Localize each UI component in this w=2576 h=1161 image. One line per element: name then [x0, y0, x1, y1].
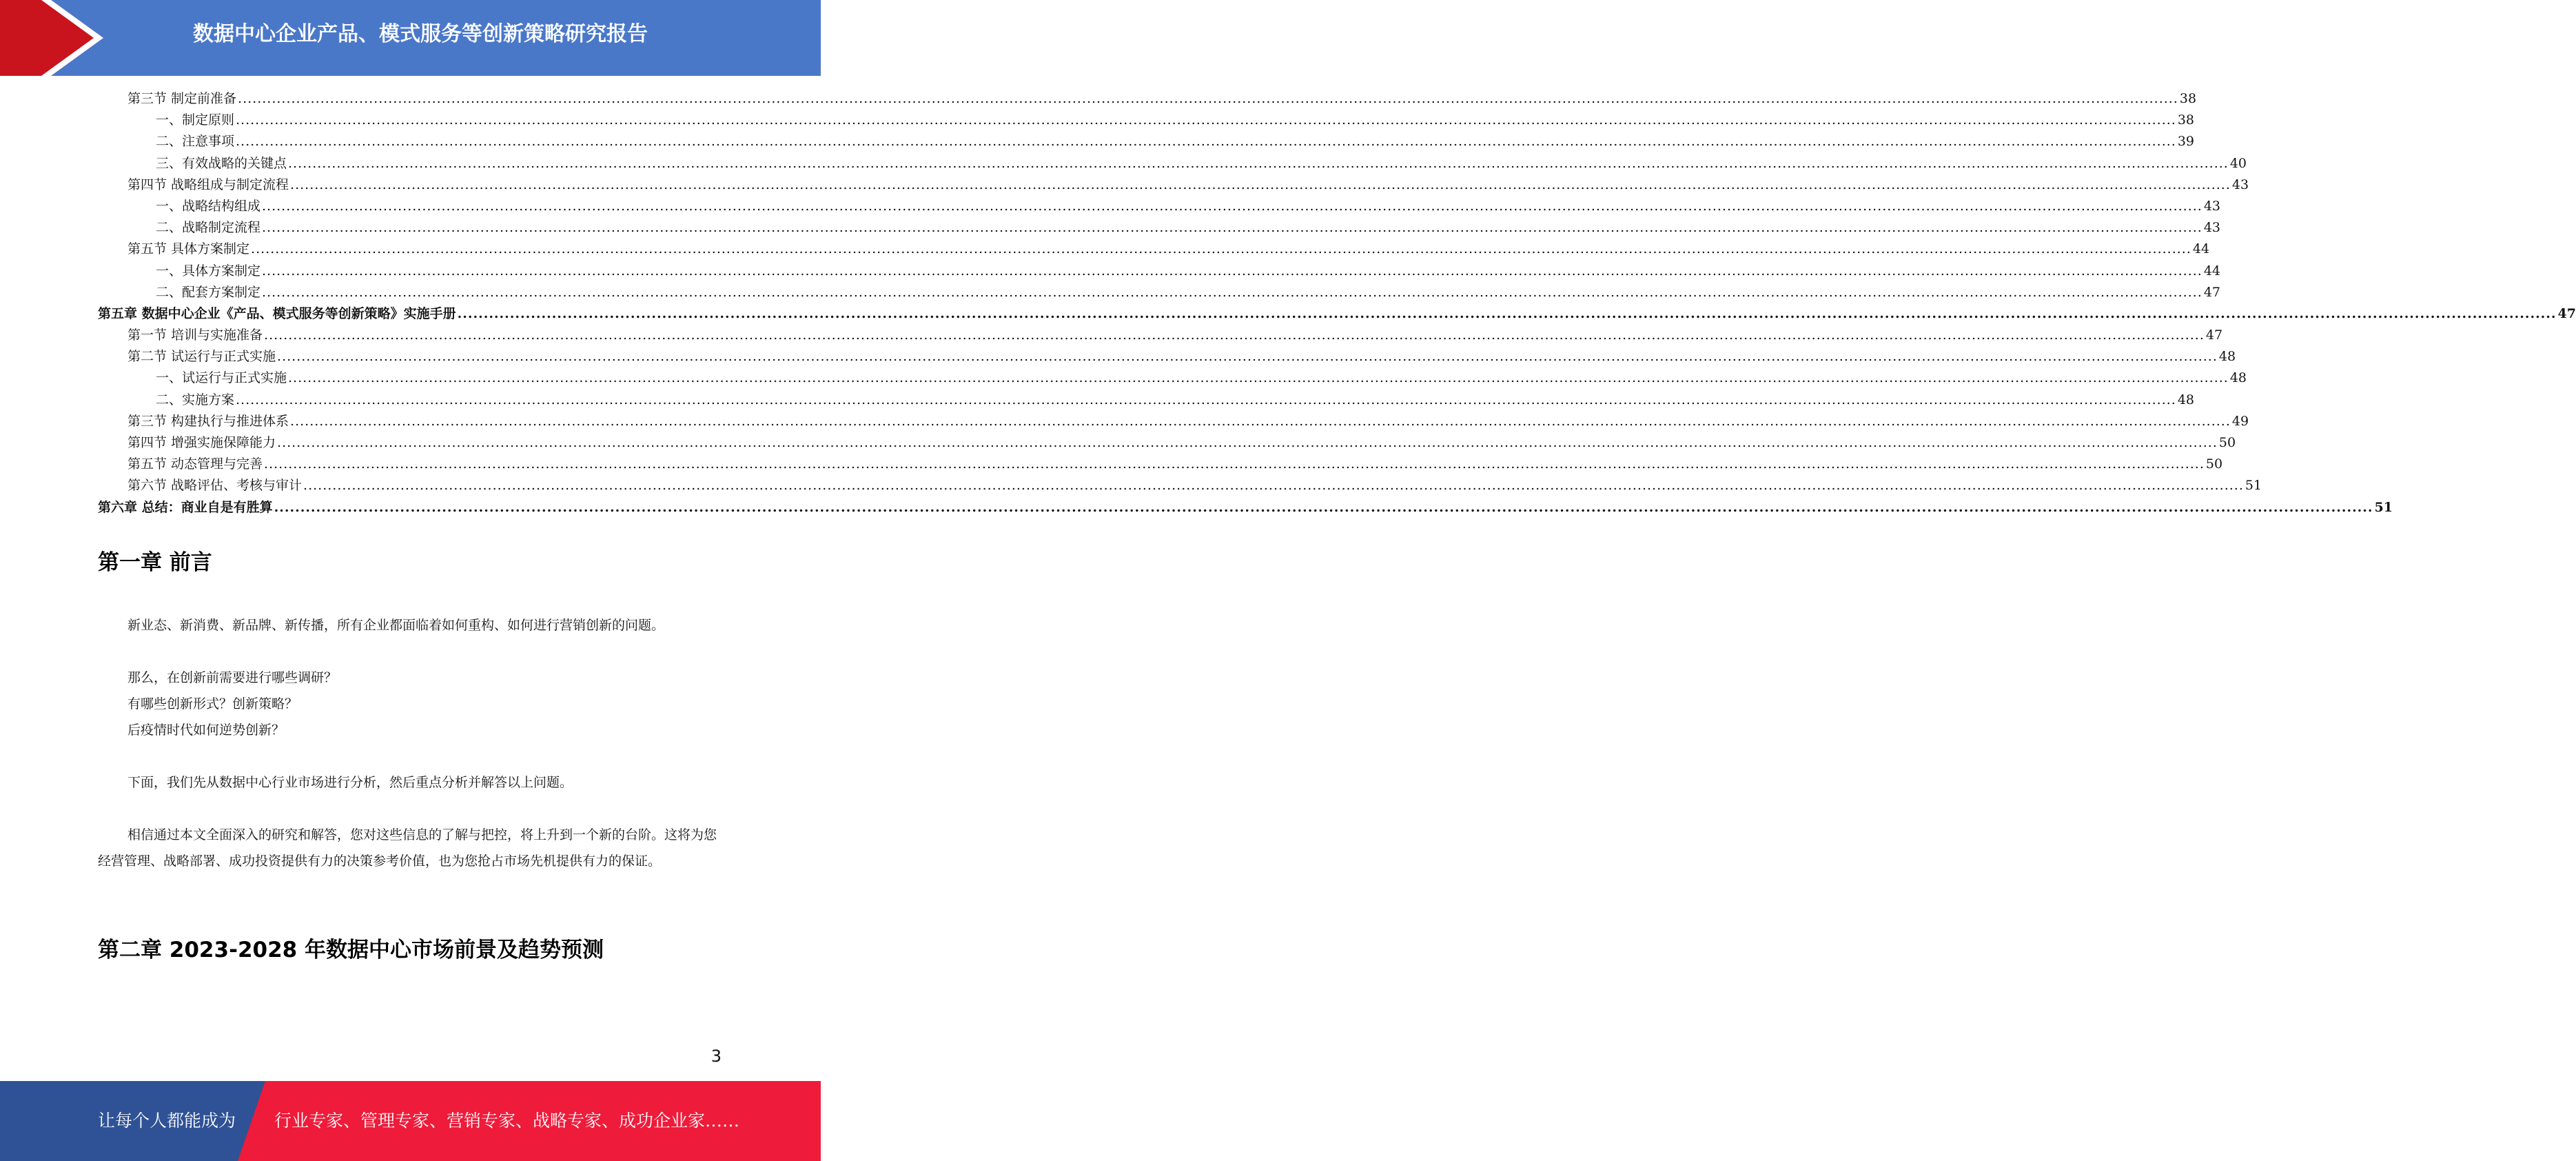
toc-entry[interactable] [98, 346, 2236, 367]
toc-entry[interactable] [98, 303, 2576, 325]
toc-leader-dots: ................................................................................................................................................................................................................................................................................................................................................................................................................ [238, 91, 2178, 106]
toc-entry[interactable] [98, 432, 2236, 454]
toc-entry-title: 第六节 战略评估、考核与审计 [127, 478, 303, 494]
chapter-1-paragraph-3: 相信通过本文全面深入的研究和解答，您对这些信息的了解与把控，将上升到一个新的台阶。这将为您经营管理、战略部署、成功投资提供有力的决策参考价值，也为您抢占市场先机提供有力的保证。 [98, 827, 717, 869]
toc-entry-page: 43 [2203, 220, 2221, 236]
toc-leader-dots: ................................................................................................................................................................................................................................................................................................................................................................................................................ [262, 263, 2202, 279]
toc-entry-title: 第一节 培训与实施准备 [127, 327, 263, 343]
toc-entry-title: 第四节 增强实施保障能力 [127, 435, 276, 450]
toc-leader-dots: ................................................................................................................................................................................................................................................................................................................................................................................................................ [264, 327, 2205, 343]
toc-entry-page: 50 [2218, 435, 2236, 450]
toc-leader-dots: ................................................................................................................................................................................................................................................................................................................................................................................................................ [262, 198, 2202, 214]
toc-leader-dots: ................................................................................................................................................................................................................................................................................................................................................................................................................ [236, 112, 2176, 128]
page-number: 3 [711, 1047, 722, 1066]
toc-leader-dots: ................................................................................................................................................................................................................................................................................................................................................................................................................ [251, 241, 2191, 257]
toc-entry[interactable] [98, 261, 2221, 282]
toc-entry-title: 第三节 构建执行与推进体系 [127, 413, 289, 429]
toc-entry[interactable] [98, 217, 2221, 239]
toc-entry[interactable] [98, 475, 2262, 496]
toc-leader-dots: ................................................................................................................................................................................................................................................................................................................................................................................................................ [236, 134, 2176, 150]
toc-entry-page: 43 [2203, 198, 2221, 214]
toc-entry-page: 51 [2374, 499, 2393, 515]
toc-entry-title: 第三节 制定前准备 [127, 91, 237, 106]
toc-entry[interactable] [98, 239, 2210, 260]
toc-entry-page: 49 [2231, 413, 2249, 429]
toc-entry-page: 38 [2177, 112, 2195, 128]
toc-entry-title: 第五节 具体方案制定 [127, 241, 250, 257]
toc-entry-page: 39 [2177, 134, 2195, 150]
toc-entry-title: 第二节 试运行与正式实施 [127, 349, 276, 365]
toc-entry-page: 44 [2192, 241, 2210, 257]
toc-entry[interactable] [98, 174, 2249, 196]
toc-entry[interactable] [98, 131, 2195, 152]
table-of-contents [98, 88, 2576, 518]
toc-leader-dots: ................................................................................................................................................................................................................................................................................................................................................................................................................ [277, 349, 2218, 365]
toc-entry-title: 第五节 动态管理与完善 [127, 456, 263, 472]
toc-entry[interactable] [98, 196, 2221, 217]
toc-entry-page: 43 [2231, 176, 2249, 192]
toc-entry[interactable] [98, 411, 2249, 432]
footer-slogan-right: 行业专家、管理专家、营销专家、战略专家、成功企业家…… [274, 1111, 740, 1131]
toc-leader-dots: ................................................................................................................................................................................................................................................................................................................................................................................................................ [457, 305, 2557, 321]
toc-entry-title: 二、配套方案制定 [156, 284, 261, 300]
toc-leader-dots: ................................................................................................................................................................................................................................................................................................................................................................................................................ [277, 435, 2218, 450]
page-footer [0, 1081, 821, 1161]
toc-entry-page: 47 [2205, 327, 2223, 343]
toc-leader-dots: ................................................................................................................................................................................................................................................................................................................................................................................................................ [274, 499, 2373, 515]
toc-entry-title: 二、战略制定流程 [156, 220, 261, 236]
page-header [0, 0, 821, 76]
toc-entry-page: 47 [2203, 284, 2221, 300]
toc-leader-dots: ................................................................................................................................................................................................................................................................................................................................................................................................................ [262, 284, 2202, 300]
toc-entry-title: 一、具体方案制定 [156, 263, 261, 279]
toc-entry[interactable] [98, 325, 2223, 346]
toc-entry-title: 二、注意事项 [156, 134, 235, 150]
chapter-1-question-2: 有哪些创新形式？创新策略？ [127, 696, 298, 711]
toc-entry-page: 44 [2203, 263, 2221, 279]
toc-leader-dots: ................................................................................................................................................................................................................................................................................................................................................................................................................ [290, 176, 2231, 192]
toc-entry-page: 40 [2229, 155, 2247, 171]
toc-leader-dots: ................................................................................................................................................................................................................................................................................................................................................................................................................ [236, 392, 2176, 407]
toc-entry[interactable] [98, 497, 2393, 518]
toc-entry[interactable] [98, 454, 2223, 475]
toc-leader-dots: ................................................................................................................................................................................................................................................................................................................................................................................................................ [288, 155, 2229, 171]
toc-entry[interactable] [98, 153, 2247, 174]
toc-entry-title: 三、有效战略的关键点 [156, 155, 287, 171]
header-title: 数据中心企业产品、模式服务等创新策略研究报告 [193, 22, 648, 46]
toc-leader-dots: ................................................................................................................................................................................................................................................................................................................................................................................................................ [262, 220, 2202, 236]
toc-leader-dots: ................................................................................................................................................................................................................................................................................................................................................................................................................ [303, 478, 2244, 494]
chapter-2-heading: 第二章 2023-2028 年数据中心市场前景及趋势预测 [98, 938, 604, 962]
toc-entry-page: 47 [2557, 305, 2576, 321]
chapter-1-question-3: 后疫情时代如何逆势创新？ [127, 723, 285, 738]
toc-entry[interactable] [98, 88, 2197, 110]
chapter-1-heading: 第一章 前言 [98, 550, 212, 575]
toc-entry-title: 一、战略结构组成 [156, 198, 261, 214]
toc-leader-dots: ................................................................................................................................................................................................................................................................................................................................................................................................................ [264, 456, 2205, 472]
toc-entry-title: 一、试运行与正式实施 [156, 370, 287, 386]
toc-entry-title: 一、制定原则 [156, 112, 235, 128]
toc-entry[interactable] [98, 282, 2221, 303]
toc-entry-title: 第五章 数据中心企业《产品、模式服务等创新策略》实施手册 [98, 305, 456, 321]
toc-entry-title: 第四节 战略组成与制定流程 [127, 176, 289, 192]
toc-leader-dots: ................................................................................................................................................................................................................................................................................................................................................................................................................ [290, 413, 2231, 429]
toc-leader-dots: ................................................................................................................................................................................................................................................................................................................................................................................................................ [288, 370, 2229, 386]
footer-slogan-left: 让每个人都能成为 [98, 1111, 236, 1131]
toc-entry-page: 48 [2177, 392, 2195, 407]
toc-entry-page: 48 [2229, 370, 2247, 386]
toc-entry-title: 二、实施方案 [156, 392, 235, 407]
toc-entry-title: 第六章 总结：商业自是有胜算 [98, 499, 273, 515]
chapter-1-paragraph-1: 新业态、新消费、新品牌、新传播，所有企业都面临着如何重构、如何进行营销创新的问题。 [127, 618, 665, 633]
toc-entry[interactable] [98, 390, 2195, 411]
toc-entry-page: 38 [2179, 91, 2197, 106]
chapter-1-question-1: 那么，在创新前需要进行哪些调研？ [127, 670, 338, 685]
toc-entry-page: 51 [2245, 478, 2262, 494]
toc-entry-page: 48 [2218, 349, 2236, 365]
chapter-1-paragraph-2: 下面，我们先从数据中心行业市场进行分析，然后重点分析并解答以上问题。 [127, 775, 573, 790]
toc-entry[interactable] [98, 110, 2195, 131]
toc-entry[interactable] [98, 367, 2247, 389]
toc-entry-page: 50 [2205, 456, 2223, 472]
